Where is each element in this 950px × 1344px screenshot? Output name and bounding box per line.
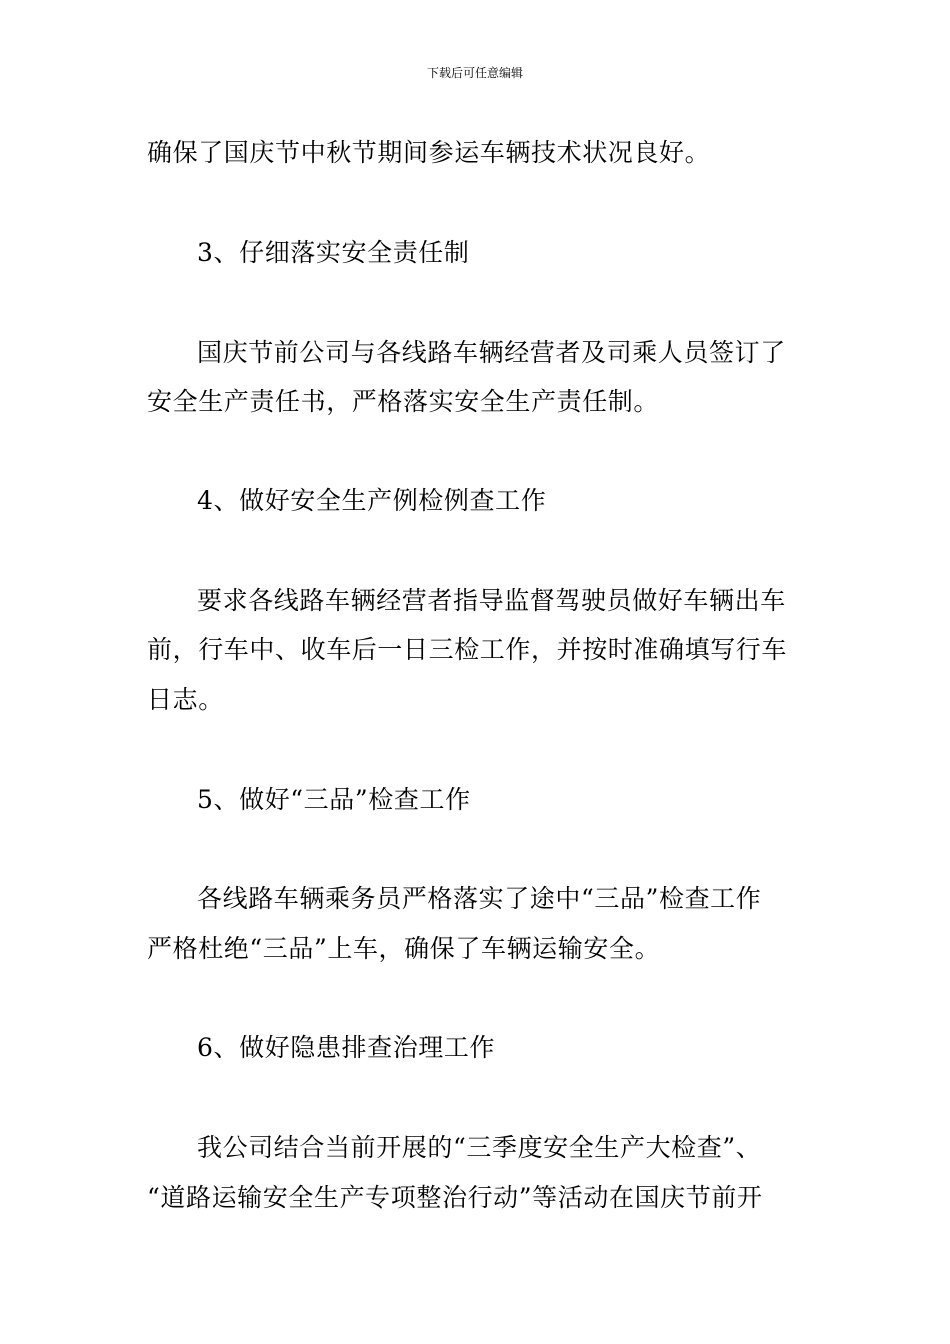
paragraph-line: 我公司结合当前开展的“三季度安全生产大检查”、 bbox=[197, 1133, 762, 1162]
paragraph-line: 各线路车辆乘务员严格落实了途中“三品”检查工作 bbox=[197, 884, 762, 913]
paragraph-line: “道路运输安全生产专项整治行动”等活动在国庆节前开 bbox=[147, 1183, 763, 1212]
section-heading-5: 5、做好“三品”检查工作 bbox=[197, 785, 471, 814]
paragraph-line: 严格杜绝“三品”上车，确保了车辆运输安全。 bbox=[147, 934, 661, 963]
paragraph-line: 确保了国庆节中秋节期间参运车辆技术状况良好。 bbox=[147, 138, 711, 167]
paragraph-line: 日志。 bbox=[147, 685, 224, 714]
paragraph-line: 国庆节前公司与各线路车辆经营者及司乘人员签订了 bbox=[197, 338, 786, 367]
section-heading-4: 4、做好安全生产例检例查工作 bbox=[197, 486, 547, 515]
paragraph-line: 安全生产责任书，严格落实安全生产责任制。 bbox=[147, 387, 660, 416]
paragraph-line: 要求各线路车辆经营者指导监督驾驶员做好车辆出车 bbox=[197, 586, 786, 615]
page-header: 下载后可任意编辑 bbox=[426, 66, 523, 80]
section-heading-6: 6、做好隐患排查治理工作 bbox=[197, 1033, 496, 1062]
paragraph-line: 前，行车中、收车后一日三检工作，并按时准确填写行车 bbox=[147, 635, 788, 664]
section-heading-3: 3、仔细落实安全责任制 bbox=[197, 238, 470, 267]
